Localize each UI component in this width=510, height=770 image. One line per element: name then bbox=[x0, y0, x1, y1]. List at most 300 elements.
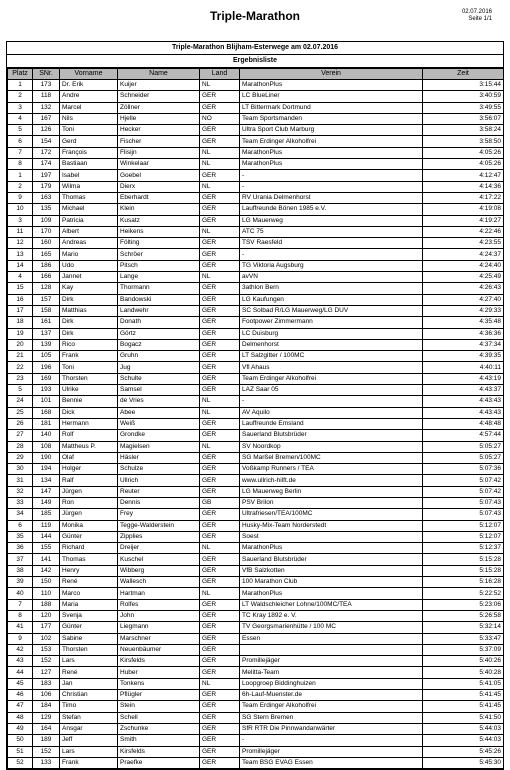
col-vorname-cell: Monika bbox=[60, 520, 118, 531]
col-zeit-cell: 4:35:48 bbox=[423, 317, 504, 328]
table-row bbox=[8, 577, 504, 588]
col-vorname-cell: Jürgen bbox=[60, 486, 118, 497]
col-land-cell: GER bbox=[200, 757, 240, 768]
col-verein-cell: MarathonPlus bbox=[240, 80, 423, 91]
table-row bbox=[8, 283, 504, 294]
col-vorname-cell: Dirk bbox=[60, 328, 118, 339]
col-name-cell: Ullrich bbox=[118, 475, 200, 486]
col-verein-cell: Lauffreunde Bönen 1985 e.V. bbox=[240, 204, 423, 215]
col-zeit-cell: 4:22:46 bbox=[423, 226, 504, 237]
col-vorname-cell: Dirk bbox=[60, 294, 118, 305]
col-platz-cell: 1 bbox=[8, 170, 33, 181]
col-verein-cell: - bbox=[240, 396, 423, 407]
col-zeit-cell: 5:44:03 bbox=[423, 723, 504, 734]
col-startnummer-cell: 106 bbox=[33, 690, 60, 701]
col-vorname-cell: Hermann bbox=[60, 418, 118, 429]
col-zeit-cell: 4:26:43 bbox=[423, 283, 504, 294]
col-name-cell: John bbox=[118, 610, 200, 621]
table-row bbox=[8, 373, 504, 384]
table-row bbox=[8, 249, 504, 260]
col-name-cell: Flisijn bbox=[118, 147, 200, 158]
col-platz-cell: 14 bbox=[8, 260, 33, 271]
table-row bbox=[8, 757, 504, 768]
col-vorname-cell: Timo bbox=[60, 701, 118, 712]
col-name-cell: Hjelle bbox=[118, 113, 200, 124]
table-row bbox=[8, 475, 504, 486]
col-land-cell: GER bbox=[200, 351, 240, 362]
col-land-cell: GER bbox=[200, 170, 240, 181]
col-name-cell: Grondke bbox=[118, 430, 200, 441]
col-name-cell: Schulze bbox=[118, 464, 200, 475]
col-zeit-cell: 5:41:45 bbox=[423, 701, 504, 712]
col-platz-cell: 20 bbox=[8, 339, 33, 350]
col-vorname-cell: Kay bbox=[60, 283, 118, 294]
col-startnummer-cell: 108 bbox=[33, 441, 60, 452]
header-col-name: Name bbox=[118, 69, 200, 80]
col-land-cell: NL bbox=[200, 272, 240, 283]
col-land-cell: GER bbox=[200, 554, 240, 565]
col-vorname-cell: Ansgar bbox=[60, 723, 118, 734]
col-zeit-cell: 4:19:27 bbox=[423, 215, 504, 226]
col-vorname-cell: François bbox=[60, 147, 118, 158]
col-startnummer-cell: 152 bbox=[33, 746, 60, 757]
col-name-cell: Schulte bbox=[118, 373, 200, 384]
col-startnummer-cell: 160 bbox=[33, 238, 60, 249]
col-platz-cell: 44 bbox=[8, 667, 33, 678]
col-verein-cell: LAZ Saar 05 bbox=[240, 385, 423, 396]
col-name-cell: Rolfes bbox=[118, 599, 200, 610]
header-col-platz: Platz bbox=[8, 69, 33, 80]
col-name-cell: Dierx bbox=[118, 181, 200, 192]
header-col-startnummer: SNr. bbox=[33, 69, 60, 80]
col-verein-cell: - bbox=[240, 735, 423, 746]
col-land-cell: GER bbox=[200, 486, 240, 497]
col-name-cell: Jug bbox=[118, 362, 200, 373]
col-vorname-cell: Albert bbox=[60, 226, 118, 237]
col-vorname-cell: Henry bbox=[60, 565, 118, 576]
col-startnummer-cell: 166 bbox=[33, 272, 60, 283]
col-land-cell: GER bbox=[200, 475, 240, 486]
col-zeit-cell: 4:43:43 bbox=[423, 396, 504, 407]
col-vorname-cell: Ron bbox=[60, 497, 118, 508]
col-verein-cell: MarathonPlus bbox=[240, 543, 423, 554]
col-verein-cell: Husky-Mix-Team Norderstedt bbox=[240, 520, 423, 531]
col-zeit-cell: 5:22:52 bbox=[423, 588, 504, 599]
col-land-cell: GER bbox=[200, 701, 240, 712]
col-verein-cell: MarathonPlus bbox=[240, 147, 423, 158]
col-platz-cell: 12 bbox=[8, 238, 33, 249]
col-startnummer-cell: 185 bbox=[33, 509, 60, 520]
col-name-cell: Huber bbox=[118, 667, 200, 678]
col-land-cell: GER bbox=[200, 531, 240, 542]
col-vorname-cell: Jannet bbox=[60, 272, 118, 283]
col-platz-cell: 32 bbox=[8, 486, 33, 497]
report-subtitle: Ergebnisliste bbox=[7, 55, 503, 68]
col-zeit-cell: 4:17:22 bbox=[423, 192, 504, 203]
col-startnummer-cell: 172 bbox=[33, 147, 60, 158]
col-land-cell: GER bbox=[200, 373, 240, 384]
col-name-cell: Tegge-Walderstein bbox=[118, 520, 200, 531]
table-row bbox=[8, 418, 504, 429]
col-vorname-cell: Toni bbox=[60, 362, 118, 373]
col-platz-cell: 37 bbox=[8, 554, 33, 565]
col-name-cell: Wallesch bbox=[118, 577, 200, 588]
table-row bbox=[8, 147, 504, 158]
col-name-cell: Zschunke bbox=[118, 723, 200, 734]
table-row bbox=[8, 644, 504, 655]
col-name-cell: Kuijer bbox=[118, 80, 200, 91]
col-startnummer-cell: 190 bbox=[33, 452, 60, 463]
col-verein-cell: www.ullrich-hilft.de bbox=[240, 475, 423, 486]
col-vorname-cell: Dick bbox=[60, 407, 118, 418]
col-verein-cell: VfB Salzkotten bbox=[240, 565, 423, 576]
col-land-cell: GER bbox=[200, 192, 240, 203]
col-startnummer-cell: 120 bbox=[33, 610, 60, 621]
col-startnummer-cell: 188 bbox=[33, 599, 60, 610]
col-startnummer-cell: 186 bbox=[33, 260, 60, 271]
document-title: Triple-Marathon bbox=[209, 9, 300, 23]
col-startnummer-cell: 164 bbox=[33, 723, 60, 734]
col-name-cell: Fölting bbox=[118, 238, 200, 249]
col-verein-cell: Ultra Sport Club Marburg bbox=[240, 125, 423, 136]
table-row bbox=[8, 305, 504, 316]
col-zeit-cell: 4:23:55 bbox=[423, 238, 504, 249]
col-land-cell: GER bbox=[200, 610, 240, 621]
col-name-cell: Samsel bbox=[118, 385, 200, 396]
col-name-cell: Marschner bbox=[118, 633, 200, 644]
col-verein-cell: - bbox=[240, 170, 423, 181]
table-row bbox=[8, 113, 504, 124]
col-zeit-cell: 4:48:48 bbox=[423, 418, 504, 429]
col-name-cell: Liegmann bbox=[118, 622, 200, 633]
col-vorname-cell: Thomas bbox=[60, 192, 118, 203]
table-row bbox=[8, 509, 504, 520]
col-vorname-cell: René bbox=[60, 667, 118, 678]
col-platz-cell: 1 bbox=[8, 80, 33, 91]
col-verein-cell: SfR RTR Die Pinnwandanwärter bbox=[240, 723, 423, 734]
col-name-cell: Gruhn bbox=[118, 351, 200, 362]
col-zeit-cell: 5:41:50 bbox=[423, 712, 504, 723]
table-row bbox=[8, 656, 504, 667]
col-name-cell: Frey bbox=[118, 509, 200, 520]
col-startnummer-cell: 132 bbox=[33, 102, 60, 113]
col-startnummer-cell: 102 bbox=[33, 633, 60, 644]
col-vorname-cell: Gerd bbox=[60, 136, 118, 147]
col-zeit-cell: 4:43:43 bbox=[423, 407, 504, 418]
col-zeit-cell: 4:37:34 bbox=[423, 339, 504, 350]
col-land-cell: GER bbox=[200, 690, 240, 701]
col-zeit-cell: 5:12:37 bbox=[423, 543, 504, 554]
col-verein-cell: LC Duisburg bbox=[240, 328, 423, 339]
col-name-cell: Pitsch bbox=[118, 260, 200, 271]
col-zeit-cell: 3:58:24 bbox=[423, 125, 504, 136]
col-platz-cell: 25 bbox=[8, 407, 33, 418]
col-zeit-cell: 4:05:26 bbox=[423, 159, 504, 170]
col-vorname-cell: Bennie bbox=[60, 396, 118, 407]
col-vorname-cell: Christian bbox=[60, 690, 118, 701]
col-vorname-cell: Toni bbox=[60, 125, 118, 136]
col-platz-cell: 8 bbox=[8, 610, 33, 621]
col-name-cell: Abee bbox=[118, 407, 200, 418]
header-col-zeit: Zeit bbox=[423, 69, 504, 80]
col-name-cell: Zipplies bbox=[118, 531, 200, 542]
table-row bbox=[8, 588, 504, 599]
col-name-cell: Kirsfelds bbox=[118, 746, 200, 757]
results-table bbox=[7, 68, 504, 769]
col-vorname-cell: Andreas bbox=[60, 238, 118, 249]
col-vorname-cell: Marcel bbox=[60, 102, 118, 113]
col-startnummer-cell: 177 bbox=[33, 622, 60, 633]
col-verein-cell: LT Waldschleicher Lohne/100MC/TEA bbox=[240, 599, 423, 610]
col-land-cell: GER bbox=[200, 339, 240, 350]
col-zeit-cell: 3:40:59 bbox=[423, 91, 504, 102]
table-row bbox=[8, 272, 504, 283]
col-verein-cell: Soest bbox=[240, 531, 423, 542]
col-verein-cell: LG Kaufungen bbox=[240, 294, 423, 305]
table-row bbox=[8, 622, 504, 633]
col-land-cell: GER bbox=[200, 746, 240, 757]
header-col-verein: Verein bbox=[240, 69, 423, 80]
col-verein-cell: LG Mauerweg bbox=[240, 215, 423, 226]
col-zeit-cell: 5:33:47 bbox=[423, 633, 504, 644]
col-land-cell: GB bbox=[200, 497, 240, 508]
col-platz-cell: 38 bbox=[8, 565, 33, 576]
col-zeit-cell: 5:15:28 bbox=[423, 565, 504, 576]
col-zeit-cell: 5:07:43 bbox=[423, 497, 504, 508]
col-name-cell: Hartman bbox=[118, 588, 200, 599]
col-land-cell: NL bbox=[200, 543, 240, 554]
col-zeit-cell: 4:24:37 bbox=[423, 249, 504, 260]
col-vorname-cell: Frank bbox=[60, 757, 118, 768]
col-verein-cell: TV Georgsmarienhütte / 100 MC bbox=[240, 622, 423, 633]
col-land-cell: GER bbox=[200, 136, 240, 147]
col-platz-cell: 6 bbox=[8, 136, 33, 147]
col-vorname-cell: Udo bbox=[60, 260, 118, 271]
col-verein-cell: avVN bbox=[240, 272, 423, 283]
col-vorname-cell: Jeff bbox=[60, 735, 118, 746]
col-vorname-cell: Stefan bbox=[60, 712, 118, 723]
col-zeit-cell: 5:07:42 bbox=[423, 475, 504, 486]
col-verein-cell: Voßkamp Runners / TEA bbox=[240, 464, 423, 475]
table-row bbox=[8, 746, 504, 757]
col-startnummer-cell: 167 bbox=[33, 113, 60, 124]
col-verein-cell: TG Viktoria Augsburg bbox=[240, 260, 423, 271]
col-zeit-cell: 5:40:26 bbox=[423, 656, 504, 667]
col-verein-cell: - bbox=[240, 181, 423, 192]
col-vorname-cell: Dirk bbox=[60, 317, 118, 328]
col-startnummer-cell: 168 bbox=[33, 407, 60, 418]
col-zeit-cell: 3:15:44 bbox=[423, 80, 504, 91]
col-land-cell: GER bbox=[200, 238, 240, 249]
col-name-cell: Heikens bbox=[118, 226, 200, 237]
col-zeit-cell: 5:07:36 bbox=[423, 464, 504, 475]
col-startnummer-cell: 144 bbox=[33, 531, 60, 542]
col-land-cell: GER bbox=[200, 125, 240, 136]
col-land-cell: GER bbox=[200, 520, 240, 531]
col-verein-cell: RV Urania Delmenhorst bbox=[240, 192, 423, 203]
table-row bbox=[8, 317, 504, 328]
col-startnummer-cell: 135 bbox=[33, 204, 60, 215]
col-platz-cell: 2 bbox=[8, 181, 33, 192]
col-startnummer-cell: 169 bbox=[33, 373, 60, 384]
table-row bbox=[8, 690, 504, 701]
col-verein-cell: LT Salzgitter / 100MC bbox=[240, 351, 423, 362]
col-platz-cell: 7 bbox=[8, 147, 33, 158]
col-verein-cell: Sauerland Blutsbrüder bbox=[240, 554, 423, 565]
col-land-cell: GER bbox=[200, 452, 240, 463]
col-verein-cell: TC Kray 1892 e. V. bbox=[240, 610, 423, 621]
table-row bbox=[8, 170, 504, 181]
col-startnummer-cell: 189 bbox=[33, 735, 60, 746]
col-startnummer-cell: 155 bbox=[33, 543, 60, 554]
col-platz-cell: 51 bbox=[8, 746, 33, 757]
col-land-cell: NL bbox=[200, 407, 240, 418]
col-verein-cell: SC Solbad R/LG Mauerweg/LG DUV bbox=[240, 305, 423, 316]
col-name-cell: Landwehr bbox=[118, 305, 200, 316]
col-verein-cell: MarathonPlus bbox=[240, 159, 423, 170]
table-row bbox=[8, 407, 504, 418]
page-number: Seite 1/1 bbox=[468, 16, 492, 22]
col-land-cell: NL bbox=[200, 159, 240, 170]
col-vorname-cell: Thomas bbox=[60, 554, 118, 565]
col-vorname-cell: Rico bbox=[60, 339, 118, 350]
col-vorname-cell: Mario bbox=[60, 249, 118, 260]
col-verein-cell: Promillejäger bbox=[240, 656, 423, 667]
table-row bbox=[8, 385, 504, 396]
col-startnummer-cell: 142 bbox=[33, 565, 60, 576]
col-zeit-cell: 5:41:45 bbox=[423, 690, 504, 701]
col-land-cell: NL bbox=[200, 226, 240, 237]
col-verein-cell: Team Erdinger Alkoholfrei bbox=[240, 701, 423, 712]
col-land-cell: NO bbox=[200, 113, 240, 124]
col-vorname-cell: Günter bbox=[60, 531, 118, 542]
col-startnummer-cell: 179 bbox=[33, 181, 60, 192]
table-row bbox=[8, 159, 504, 170]
col-land-cell: GER bbox=[200, 418, 240, 429]
col-name-cell: Dreijer bbox=[118, 543, 200, 554]
col-startnummer-cell: 183 bbox=[33, 678, 60, 689]
col-verein-cell: Ultrafriesen/TEA/100MC bbox=[240, 509, 423, 520]
table-row bbox=[8, 464, 504, 475]
col-name-cell: Eberhardt bbox=[118, 192, 200, 203]
col-land-cell: GER bbox=[200, 644, 240, 655]
col-startnummer-cell: 150 bbox=[33, 577, 60, 588]
col-platz-cell: 3 bbox=[8, 102, 33, 113]
table-row bbox=[8, 204, 504, 215]
col-zeit-cell: 4:05:26 bbox=[423, 147, 504, 158]
col-verein-cell: Essen bbox=[240, 633, 423, 644]
col-zeit-cell: 5:07:43 bbox=[423, 509, 504, 520]
col-zeit-cell: 3:49:55 bbox=[423, 102, 504, 113]
col-verein-cell: 100 Marathon Club bbox=[240, 577, 423, 588]
col-platz-cell: 21 bbox=[8, 351, 33, 362]
col-name-cell: Thormann bbox=[118, 283, 200, 294]
col-platz-cell: 4 bbox=[8, 113, 33, 124]
col-name-cell: Lange bbox=[118, 272, 200, 283]
table-row bbox=[8, 452, 504, 463]
table-row bbox=[8, 554, 504, 565]
col-name-cell: Hecker bbox=[118, 125, 200, 136]
col-startnummer-cell: 110 bbox=[33, 588, 60, 599]
col-verein-cell: 3athlon Bern bbox=[240, 283, 423, 294]
col-zeit-cell: 5:23:06 bbox=[423, 599, 504, 610]
table-row bbox=[8, 192, 504, 203]
col-platz-cell: 45 bbox=[8, 678, 33, 689]
col-verein-cell: Team Erdinger Alkoholfrei bbox=[240, 136, 423, 147]
col-land-cell: NL bbox=[200, 80, 240, 91]
col-vorname-cell: Frank bbox=[60, 351, 118, 362]
col-land-cell: GER bbox=[200, 667, 240, 678]
col-startnummer-cell: 137 bbox=[33, 328, 60, 339]
col-startnummer-cell: 118 bbox=[33, 91, 60, 102]
col-land-cell: GER bbox=[200, 204, 240, 215]
col-startnummer-cell: 126 bbox=[33, 125, 60, 136]
table-row bbox=[8, 91, 504, 102]
col-zeit-cell: 5:45:30 bbox=[423, 757, 504, 768]
col-vorname-cell: Rolf bbox=[60, 430, 118, 441]
col-name-cell: Schneider bbox=[118, 91, 200, 102]
col-name-cell: Klein bbox=[118, 204, 200, 215]
table-row bbox=[8, 667, 504, 678]
table-row bbox=[8, 486, 504, 497]
results-box bbox=[6, 41, 504, 770]
header-col-land: Land bbox=[200, 69, 240, 80]
table-row bbox=[8, 328, 504, 339]
col-name-cell: Häsler bbox=[118, 452, 200, 463]
col-verein-cell: MarathonPlus bbox=[240, 588, 423, 599]
col-name-cell: Schröer bbox=[118, 249, 200, 260]
col-platz-cell: 40 bbox=[8, 588, 33, 599]
col-name-cell: Schell bbox=[118, 712, 200, 723]
col-platz-cell: 10 bbox=[8, 204, 33, 215]
col-zeit-cell: 5:12:07 bbox=[423, 520, 504, 531]
col-land-cell: NL bbox=[200, 588, 240, 599]
col-zeit-cell: 5:44:03 bbox=[423, 735, 504, 746]
col-land-cell: GER bbox=[200, 599, 240, 610]
col-startnummer-cell: 129 bbox=[33, 712, 60, 723]
table-row bbox=[8, 678, 504, 689]
col-land-cell: NL bbox=[200, 441, 240, 452]
col-vorname-cell: Bastiaan bbox=[60, 159, 118, 170]
col-land-cell: GER bbox=[200, 656, 240, 667]
col-zeit-cell: 4:57:44 bbox=[423, 430, 504, 441]
col-platz-cell: 34 bbox=[8, 509, 33, 520]
col-verein-cell: Vfl Ahaus bbox=[240, 362, 423, 373]
col-platz-cell: 29 bbox=[8, 452, 33, 463]
col-vorname-cell: Marco bbox=[60, 588, 118, 599]
col-vorname-cell: Ulrike bbox=[60, 385, 118, 396]
col-land-cell: GER bbox=[200, 622, 240, 633]
col-vorname-cell: Günter bbox=[60, 622, 118, 633]
col-startnummer-cell: 101 bbox=[33, 396, 60, 407]
col-zeit-cell: 4:19:08 bbox=[423, 204, 504, 215]
col-vorname-cell: Lars bbox=[60, 656, 118, 667]
col-vorname-cell: Isabel bbox=[60, 170, 118, 181]
table-row bbox=[8, 136, 504, 147]
col-name-cell: Kusatz bbox=[118, 215, 200, 226]
col-land-cell: NL bbox=[200, 678, 240, 689]
col-name-cell: Kirsfelds bbox=[118, 656, 200, 667]
col-startnummer-cell: 152 bbox=[33, 656, 60, 667]
col-platz-cell: 13 bbox=[8, 249, 33, 260]
table-row bbox=[8, 531, 504, 542]
col-land-cell: GER bbox=[200, 305, 240, 316]
col-vorname-cell: Mattheus P. bbox=[60, 441, 118, 452]
col-zeit-cell: 4:27:40 bbox=[423, 294, 504, 305]
col-startnummer-cell: 119 bbox=[33, 520, 60, 531]
col-startnummer-cell: 140 bbox=[33, 430, 60, 441]
col-zeit-cell: 5:05:27 bbox=[423, 441, 504, 452]
